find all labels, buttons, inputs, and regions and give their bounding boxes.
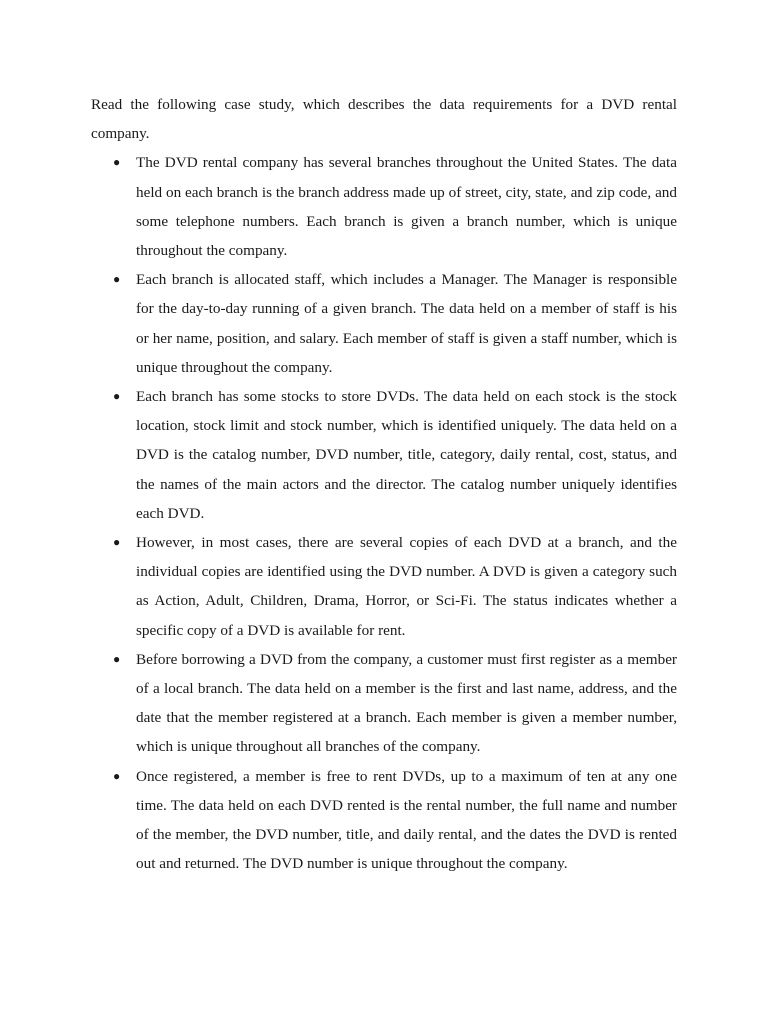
- intro-paragraph: Read the following case study, which describes the data requirements for a DVD rental company.: [91, 96, 677, 143]
- bullet-text: However, in most cases, there are several copies of each DVD at a branch, and the individual copies are identified using the DVD number. A DVD is given a category such as Action, Adult, Children, Drama, Horror, or Sci-Fi. The status indicates whether a specific copy of a DVD is available for rent.: [136, 534, 677, 639]
- list-item: [91, 148, 677, 265]
- bullet-icon: ●: [113, 535, 121, 550]
- bullet-icon: ●: [113, 272, 121, 287]
- list-item: [91, 382, 677, 528]
- list-item: [91, 528, 677, 645]
- bullet-icon: ●: [113, 389, 121, 404]
- bullet-text: Each branch is allocated staff, which includes a Manager. The Manager is responsible for the day-to-day running of a given branch. The data held on a member of staff is his or her name, position, and salary. Each member of staff is given a staff number, which is unique throughout the company.: [136, 271, 677, 376]
- bullet-text: Each branch has some stocks to store DVDs. The data held on each stock is the stock location, stock limit and stock number, which is identified uniquely. The data held on a DVD is the catalog number, DVD number, title, category, daily rental, cost, status, and the names of the main actors and the director. The catalog number uniquely identifies each DVD.: [136, 388, 677, 522]
- bullet-list: [91, 148, 677, 878]
- list-item: [91, 645, 677, 762]
- document-page: [91, 90, 677, 878]
- bullet-icon: ●: [113, 155, 121, 170]
- list-item: [91, 762, 677, 879]
- bullet-text: Once registered, a member is free to rent DVDs, up to a maximum of ten at any one time. The data held on each DVD rented is the rental number, the full name and number of the member, the DVD number, title, and daily rental, and the dates the DVD is rented out and returned. The DVD number is unique throughout the company.: [136, 767, 677, 873]
- bullet-text: Before borrowing a DVD from the company, a customer must first register as a member of a local branch. The data held on a member is the first and last name, address, and the date that the member registered at a branch. Each member is given a member number, which is unique throughout all branches of the company.: [136, 650, 677, 756]
- bullet-icon: ●: [113, 768, 121, 783]
- bullet-text: The DVD rental company has several branches throughout the United States. The data held on each branch is the branch address made up of street, city, state, and zip code, and some telephone numbers. Each branch is given a branch number, which is unique throughout the company.: [136, 154, 677, 260]
- list-item: [91, 265, 677, 382]
- bullet-icon: ●: [113, 651, 121, 666]
